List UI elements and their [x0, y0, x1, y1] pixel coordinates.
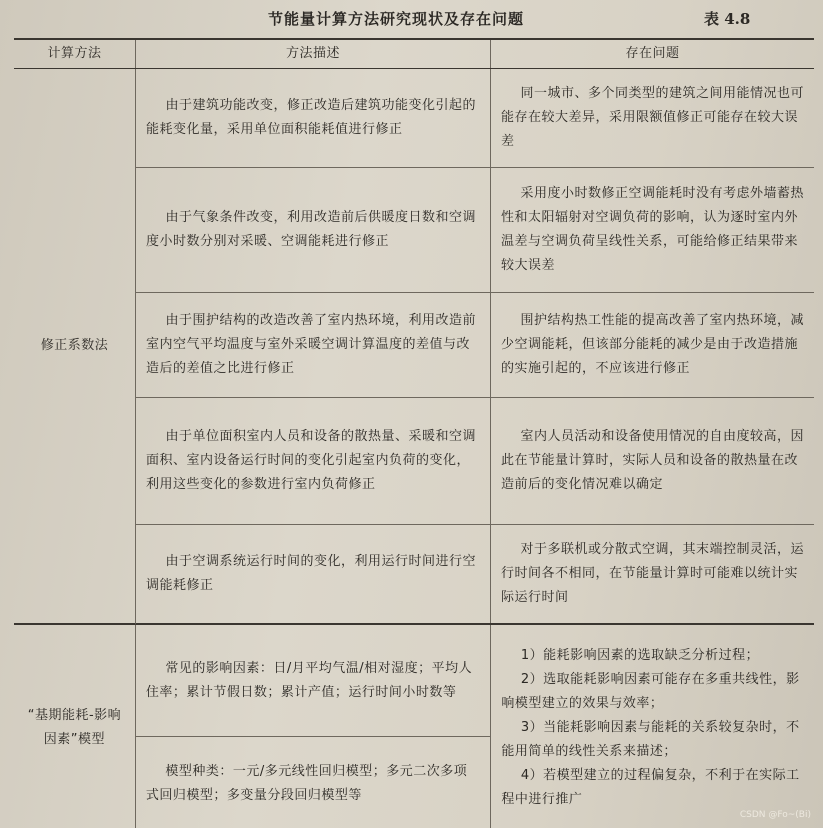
problem-list-cell — [491, 625, 814, 828]
description-text: 常见的影响因素：日/月平均气温/相对湿度；平均人住率；累计节假日数；累计产值；运行时间小时数等 — [145, 660, 473, 700]
description-text: 由于单位面积室内人员和设备的散热量、采暖和空调面积、室内设备运行时间的变化引起室内负荷的变化，利用这些变化的参数进行室内负荷修正 — [146, 429, 477, 492]
problem-cell — [491, 69, 814, 167]
watermark: CSDN @Fo~(Bi) — [739, 810, 811, 820]
problem-list-item: 3）当能耗影响因素与能耗的关系较复杂时，不能用简单的线性关系来描述； — [501, 720, 800, 759]
description-text: 由于气象条件改变，利用改造前后供暖度日数和空调度小时数分别对采暖、空调能耗进行修正 — [146, 210, 477, 249]
table-number: 表 4.8 — [704, 10, 751, 28]
problem-cell — [491, 293, 814, 397]
problem-text: 室内人员活动和设备使用情况的自由度较高，因此在节能量计算时，实际人员和设备的散热量在改造前后的变化情况难以确定 — [501, 429, 805, 492]
description-cell — [136, 168, 491, 292]
description-cell — [136, 625, 491, 737]
header-method: 计算方法 — [14, 40, 136, 68]
description-cell — [136, 398, 491, 524]
table-header-row — [14, 40, 814, 69]
description-text: 由于空调系统运行时间的变化，利用运行时间进行空调能耗修正 — [146, 554, 477, 593]
problem-cell — [491, 168, 814, 292]
problem-list-item: 2）选取能耗影响因素可能存在多重共线性，影响模型建立的效果与效率； — [501, 672, 800, 711]
problem-text: 采用度小时数修正空调能耗时没有考虑外墙蓄热性和太阳辐射对空调负荷的影响，认为逐时室内外温差与空调负荷呈线性关系，可能给修正结果带来较大误差 — [501, 186, 805, 273]
problem-cell — [491, 398, 814, 524]
description-cell — [136, 293, 491, 397]
problem-list-item: 4）若模型建立的过程偏复杂，不利于在实际工程中进行推广 — [501, 768, 800, 807]
table-row — [136, 69, 814, 168]
group-rows — [136, 69, 814, 625]
problem-text: 同一城市、多个同类型的建筑之间用能情况也可能存在较大差异，采用限额值修正可能存在较大误差 — [501, 86, 805, 149]
header-problem: 存在问题 — [625, 46, 680, 61]
method-label-baseline: “基期能耗-影响因素”模型 — [14, 625, 136, 828]
description-cell — [136, 69, 491, 167]
problem-list-item: 1）能耗影响因素的选取缺乏分析过程； — [520, 648, 760, 663]
table-caption — [0, 6, 823, 34]
header-description: 方法描述 — [136, 40, 491, 68]
data-table — [14, 38, 814, 828]
group-baseline-model — [14, 625, 814, 828]
description-cell — [136, 525, 491, 623]
model-description-column — [136, 625, 492, 828]
group-correction-factor — [14, 69, 814, 625]
description-text: 由于围护结构的改造改善了室内热环境，利用改造前室内空气平均温度与室外采暖空调计算温度的差值与改造后的差值之比进行修正 — [146, 313, 477, 376]
table-row — [136, 168, 814, 293]
description-text: 模型种类：一元/多元线性回归模型；多元二次多项式回归模型；多变量分段回归模型等 — [145, 764, 468, 803]
problem-cell — [491, 525, 814, 623]
table-row — [136, 525, 814, 625]
table-title: 节能量计算方法研究现状及存在问题 — [268, 10, 525, 28]
method-label-correction: 修正系数法 — [14, 69, 136, 625]
table-row — [136, 398, 814, 525]
description-text: 由于建筑功能改变，修正改造后建筑功能变化引起的能耗变化量，采用单位面积能耗值进行修正 — [146, 98, 477, 137]
problem-text: 对于多联机或分散式空调，其末端控制灵活，运行时间各不相同，在节能量计算时可能难以统计实际运行时间 — [501, 542, 805, 605]
table-row — [136, 293, 814, 398]
description-cell — [136, 737, 491, 828]
problem-text: 围护结构热工性能的提高改善了室内热环境，减少空调能耗，但该部分能耗的减少是由于改造措施的实施引起的，不应该进行修正 — [501, 313, 805, 376]
